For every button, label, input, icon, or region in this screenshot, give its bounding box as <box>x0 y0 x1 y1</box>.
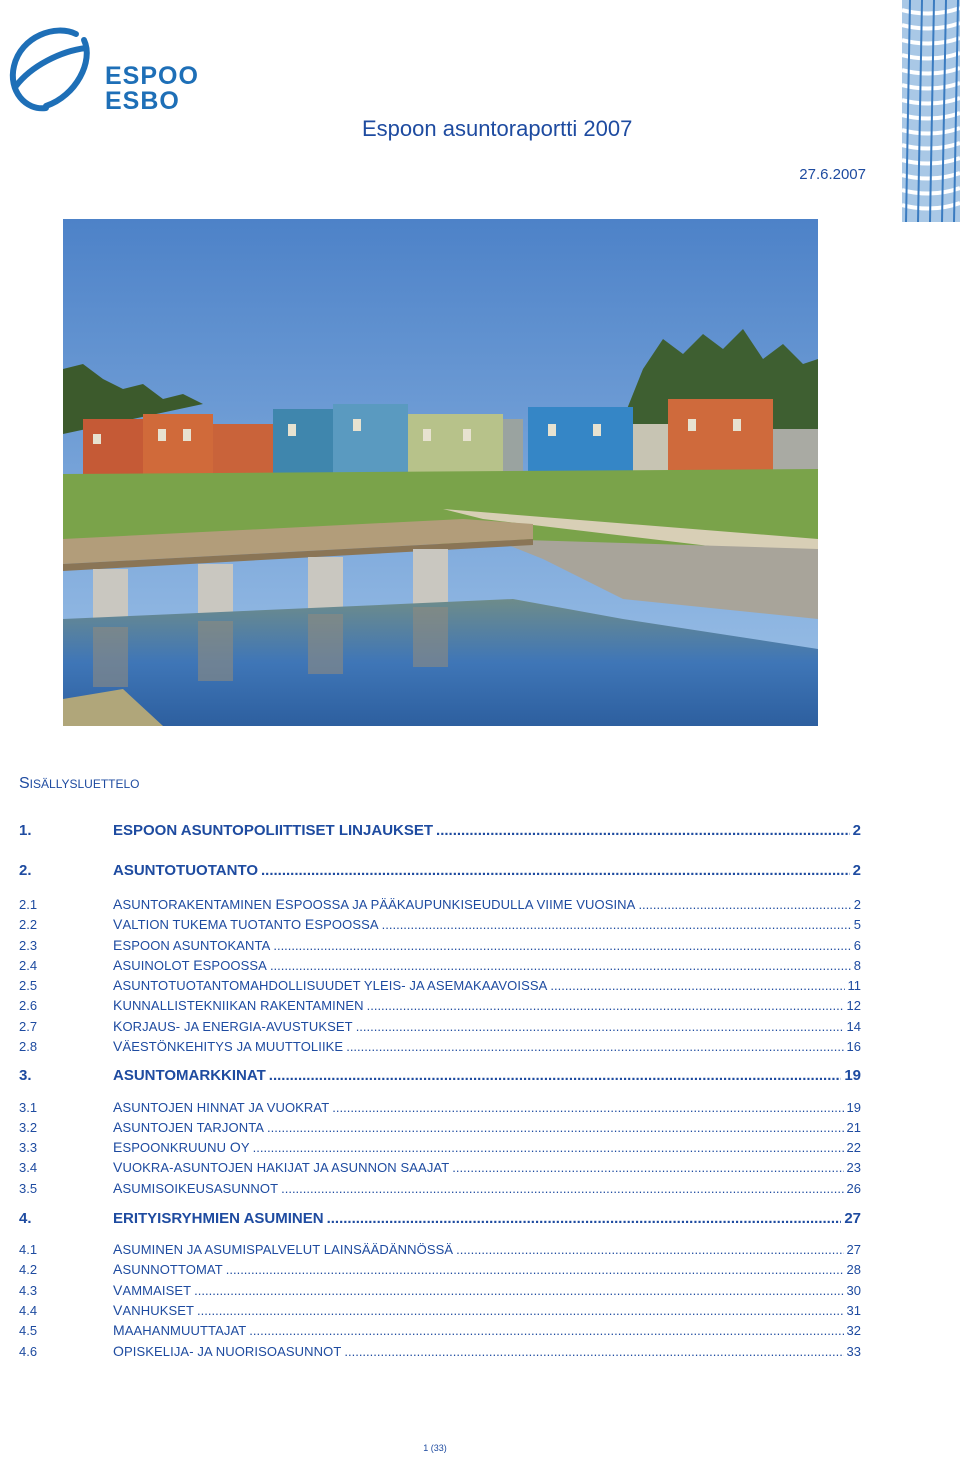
page-number: 1 (33) <box>423 1443 447 1453</box>
toc-entry-page: 14 <box>846 1019 861 1034</box>
toc-entry-title: VAMMAISET <box>113 1282 192 1298</box>
toc-entry-page: 27 <box>844 1210 861 1227</box>
toc-entry[interactable] <box>19 977 861 993</box>
toc-entry-title: ESPOON ASUNTOPOLIITTISET LINJAUKSET <box>113 822 434 839</box>
toc-entry-page: 11 <box>847 978 861 993</box>
toc-leader-dots <box>249 1323 843 1338</box>
toc-entry-title: ASUNTOMARKKINAT <box>113 1067 266 1084</box>
toc-entry-page: 6 <box>853 938 861 953</box>
toc-leader-dots <box>197 1303 843 1318</box>
toc-entry[interactable] <box>19 1159 861 1175</box>
toc-entry[interactable] <box>19 1119 861 1135</box>
toc-entry[interactable] <box>19 1302 861 1318</box>
toc-entry-page: 5 <box>853 917 861 932</box>
toc-entry-page: 2 <box>852 822 861 839</box>
toc-leader-dots <box>226 1262 844 1277</box>
toc-leader-dots <box>456 1242 843 1257</box>
toc-leader-dots <box>253 1140 844 1155</box>
toc-entry-title: ASUINOLOT ESPOOSSA <box>113 957 267 973</box>
toc-entry-number: 1. <box>19 822 32 839</box>
toc-leader-dots <box>356 1019 844 1034</box>
toc-entry-number: 4. <box>19 1210 32 1227</box>
toc-leader-dots <box>261 862 850 879</box>
toc-entry[interactable] <box>19 822 861 839</box>
toc-entry[interactable] <box>19 896 861 912</box>
toc-entry-title: ASUNTOTUOTANTO <box>113 862 258 879</box>
toc-entry-page: 12 <box>846 998 861 1013</box>
toc-entry[interactable] <box>19 1343 861 1359</box>
toc-entry-number: 3.5 <box>19 1181 38 1196</box>
toc-leader-dots <box>281 1181 843 1196</box>
toc-entry[interactable] <box>19 1099 861 1115</box>
toc-entry-title: MAAHANMUUTTAJAT <box>113 1322 247 1338</box>
toc-entry-number: 2.6 <box>19 998 38 1013</box>
toc-entry-page: 23 <box>846 1160 861 1175</box>
toc-leader-dots <box>332 1100 843 1115</box>
toc-entry-title: VUOKRA-ASUNTOJEN HAKIJAT JA ASUNNON SAAJAT <box>113 1159 450 1175</box>
toc-entry-number: 2. <box>19 862 32 879</box>
logo-line-esbo: ESBO <box>105 87 180 115</box>
toc-entry[interactable] <box>19 1067 861 1084</box>
toc-leader-dots <box>327 1210 842 1227</box>
toc-entry-title: VANHUKSET <box>113 1302 195 1318</box>
espoo-logo <box>6 26 199 121</box>
toc-leader-dots <box>346 1039 843 1054</box>
toc-entry-page: 22 <box>846 1140 861 1155</box>
toc-entry[interactable] <box>19 1282 861 1298</box>
toc-entry-title: ESPOONKRUUNU OY <box>113 1139 250 1155</box>
toc-leader-dots <box>367 998 844 1013</box>
toc-heading: SISÄLLYSLUETTELO <box>19 775 140 792</box>
toc-entry-page: 19 <box>844 1067 861 1084</box>
toc-entry-number: 3. <box>19 1067 32 1084</box>
toc-entry[interactable] <box>19 1038 861 1054</box>
toc-entry-title: ASUNTOJEN TARJONTA <box>113 1119 265 1135</box>
toc-entry-page: 27 <box>846 1242 861 1257</box>
toc-entry-page: 31 <box>846 1303 861 1318</box>
toc-entry-number: 4.2 <box>19 1262 38 1277</box>
toc-leader-dots <box>344 1344 843 1359</box>
toc-entry[interactable] <box>19 916 861 932</box>
toc-leader-dots <box>452 1160 843 1175</box>
toc-entry-number: 3.1 <box>19 1100 38 1115</box>
toc-entry-title: VALTION TUKEMA TUOTANTO ESPOOSSA <box>113 916 379 932</box>
toc-entry[interactable] <box>19 862 861 879</box>
espoo-logo-mark-icon <box>6 26 96 118</box>
toc-entry-number: 4.1 <box>19 1242 38 1257</box>
toc-entry-number: 2.5 <box>19 978 38 993</box>
toc-entry-page: 33 <box>846 1344 861 1359</box>
toc-entry-title: ERITYISRYHMIEN ASUMINEN <box>113 1210 324 1227</box>
toc-entry-page: 26 <box>846 1181 861 1196</box>
toc-entry-title: ESPOON ASUNTOKANTA <box>113 937 271 953</box>
toc-entry-page: 32 <box>846 1323 861 1338</box>
toc-leader-dots <box>638 897 850 912</box>
toc-entry[interactable] <box>19 997 861 1013</box>
toc-entry[interactable] <box>19 937 861 953</box>
toc-entry-number: 2.8 <box>19 1039 38 1054</box>
toc-entry[interactable] <box>19 1210 861 1227</box>
toc-entry-number: 3.3 <box>19 1140 38 1155</box>
toc-leader-dots <box>269 1067 842 1084</box>
logo-line-espoo: ESPOO <box>105 62 199 90</box>
toc-entry-page: 2 <box>853 897 861 912</box>
toc-entry[interactable] <box>19 1139 861 1155</box>
toc-entry[interactable] <box>19 1241 861 1257</box>
toc-entry-page: 2 <box>852 862 861 879</box>
toc-entry-page: 8 <box>853 958 861 973</box>
toc-entry-number: 3.2 <box>19 1120 38 1135</box>
toc-entry-title: ASUMINEN JA ASUMISPALVELUT LAINSÄÄDÄNNÖSSÄ <box>113 1241 454 1257</box>
document-title: Espoon asuntoraportti 2007 <box>362 116 633 141</box>
toc-entry-title: VÄESTÖNKEHITYS JA MUUTTOLIIKE <box>113 1038 344 1054</box>
toc-entry[interactable] <box>19 1261 861 1277</box>
document-date: 27.6.2007 <box>799 166 866 183</box>
toc-entry-title: KUNNALLISTEKNIIKAN RAKENTAMINEN <box>113 997 364 1013</box>
toc-entry-page: 28 <box>846 1262 861 1277</box>
toc-entry-page: 19 <box>846 1100 861 1115</box>
toc-entry-number: 2.2 <box>19 917 38 932</box>
toc-entry[interactable] <box>19 1180 861 1196</box>
toc-entry-number: 2.4 <box>19 958 38 973</box>
toc-leader-dots <box>194 1283 843 1298</box>
toc-entry-title: ASUMISOIKEUSASUNNOT <box>113 1180 279 1196</box>
toc-entry-page: 30 <box>846 1283 861 1298</box>
toc-entry-number: 4.4 <box>19 1303 38 1318</box>
toc-leader-dots <box>267 1120 843 1135</box>
decorative-stripes-graphic <box>902 0 960 222</box>
toc-leader-dots <box>270 958 851 973</box>
toc-entry-title: ASUNTOTUOTANTOMAHDOLLISUUDET YLEIS- JA ASEMAKAAVOISSA <box>113 977 548 993</box>
toc-entry-title: ASUNNOTTOMAT <box>113 1261 223 1277</box>
toc-entry-number: 4.6 <box>19 1344 38 1359</box>
toc-entry-page: 16 <box>846 1039 861 1054</box>
toc-entry-title: OPISKELIJA- JA NUORISOASUNNOT <box>113 1343 342 1359</box>
toc-leader-dots <box>550 978 844 993</box>
cover-photo-housing <box>63 219 818 726</box>
toc-entry-number: 4.5 <box>19 1323 38 1338</box>
toc-entry-number: 2.7 <box>19 1019 38 1034</box>
toc-entry-number: 3.4 <box>19 1160 38 1175</box>
toc-entry[interactable] <box>19 957 861 973</box>
toc-entry-number: 4.3 <box>19 1283 38 1298</box>
toc-leader-dots <box>382 917 851 932</box>
toc-entry[interactable] <box>19 1322 861 1338</box>
toc-leader-dots <box>273 938 850 953</box>
toc-entry[interactable] <box>19 1018 861 1034</box>
logo-wordmark <box>105 64 199 114</box>
toc-entry-title: ASUNTORAKENTAMINEN ESPOOSSA JA PÄÄKAUPUNKISEUDULLA VIIME VUOSINA <box>113 896 636 912</box>
toc-entry-title: KORJAUS- JA ENERGIA-AVUSTUKSET <box>113 1018 353 1034</box>
toc-entry-number: 2.3 <box>19 938 38 953</box>
toc-entry-page: 21 <box>846 1120 861 1135</box>
toc-entry-title: ASUNTOJEN HINNAT JA VUOKRAT <box>113 1099 330 1115</box>
toc-entry-number: 2.1 <box>19 897 38 912</box>
toc-leader-dots <box>436 822 850 839</box>
